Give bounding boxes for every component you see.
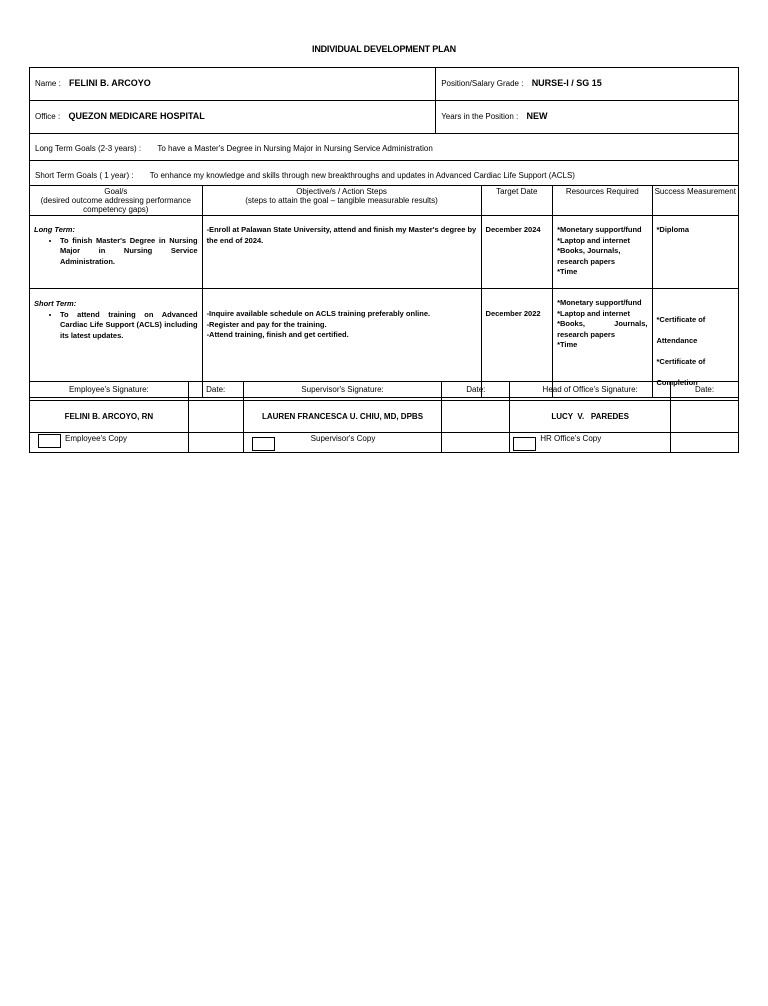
employee-name: FELINI B. ARCOYO, RN xyxy=(30,401,189,433)
short-term-goal-cell xyxy=(30,161,739,186)
short-term-label: Short Term Goals ( 1 year) : xyxy=(35,171,134,180)
success-item: *Certificate of Attendance xyxy=(656,315,706,345)
goal-cell xyxy=(30,216,203,289)
plan-header-row xyxy=(30,186,739,216)
success-cell xyxy=(652,216,738,289)
date-label: Date: xyxy=(671,382,739,401)
long-term-goal-cell xyxy=(30,134,739,161)
copy-row xyxy=(30,433,739,453)
success-item: *Diploma xyxy=(656,225,690,234)
resource-item: *Books, Journals, xyxy=(557,319,648,328)
goal-item: • To finish Master's Degree in Nursing Major in Nursing Service Administration. xyxy=(60,236,198,268)
objectives-header-title: Objective/s / Action Steps xyxy=(296,187,387,196)
plan-row-long-term xyxy=(30,216,739,289)
office-cell xyxy=(30,101,436,134)
hr-copy-cell xyxy=(510,433,671,453)
supervisor-copy-checkbox[interactable] xyxy=(252,437,275,451)
goals-header xyxy=(30,186,203,216)
years-value: NEW xyxy=(526,111,548,121)
employee-date-field[interactable] xyxy=(188,401,243,433)
position-value: NURSE-I / SG 15 xyxy=(531,78,602,88)
resources-cell xyxy=(553,216,652,289)
office-label: Office : xyxy=(35,112,61,121)
hr-copy-checkbox[interactable] xyxy=(513,437,536,451)
resource-item: *Time xyxy=(557,267,578,276)
supervisor-date-field[interactable] xyxy=(442,401,510,433)
long-term-value: To have a Master's Degree in Nursing Major in Nursing Service Administration xyxy=(157,144,433,153)
objectives-header-sub: (steps to attain the goal – tangible measurable results) xyxy=(245,196,438,205)
resource-item: *Laptop and internet xyxy=(557,308,630,318)
success-header: Success Measurement xyxy=(652,186,738,216)
empty-cell xyxy=(442,433,510,453)
step-item: -Register and pay for the training. xyxy=(206,319,327,329)
resource-item: *Monetary support/fund xyxy=(557,225,642,234)
resource-item: research papers xyxy=(557,329,616,339)
supervisor-name: LAUREN FRANCESCA U. CHIU, MD, DPBS xyxy=(243,401,442,433)
office-row xyxy=(30,101,739,134)
signature-table xyxy=(29,381,739,453)
success-item: *Certificate of Completion xyxy=(656,357,706,387)
objectives-header xyxy=(202,186,481,216)
name-value: FELINI B. ARCOYO xyxy=(69,78,151,88)
head-name: LUCY V. PAREDES xyxy=(510,401,671,433)
employee-copy-cell xyxy=(30,433,189,453)
short-term-value: To enhance my knowledge and skills through new breakthroughs and updates in Advanced Cardiac Life Support (ACLS) xyxy=(149,171,575,180)
supervisor-copy-label: Supervisor's Copy xyxy=(310,434,376,443)
target-cell: December 2022 xyxy=(481,289,553,398)
employee-signature-label: Employee's Signature: xyxy=(30,382,189,401)
supervisor-signature-label: Supervisor's Signature: xyxy=(243,382,442,401)
resource-item: *Monetary support/fund xyxy=(557,298,642,307)
goals-header-title: Goal/s xyxy=(104,187,128,196)
goal-list xyxy=(34,310,198,342)
position-cell xyxy=(436,68,739,101)
name-row xyxy=(30,68,739,101)
head-signature-label: Head of Office's Signature: xyxy=(510,382,671,401)
resource-item: *Time xyxy=(557,340,578,349)
goals-header-sub: (desired outcome addressing performance competency gaps) xyxy=(40,196,191,214)
name-cell xyxy=(30,68,436,101)
term-label: Long Term: xyxy=(34,225,75,234)
date-label: Date: xyxy=(188,382,243,401)
hr-copy-label: HR Office's Copy xyxy=(540,434,602,443)
resource-item: *Books, Journals, research papers xyxy=(557,246,621,266)
resources-header: Resources Required xyxy=(553,186,652,216)
page-title: INDIVIDUAL DEVELOPMENT PLAN xyxy=(312,44,456,54)
years-cell xyxy=(436,101,739,134)
signature-header-row xyxy=(30,382,739,401)
resource-item: *Laptop and internet xyxy=(557,235,630,245)
years-label: Years in the Position : xyxy=(441,112,519,121)
step-item: -Inquire available schedule on ACLS training preferably online. xyxy=(206,309,431,318)
supervisor-copy-cell xyxy=(243,433,442,453)
goal-item: • To attend training on Advanced Cardiac Life Support (ACLS) including its latest updates. xyxy=(60,310,198,342)
long-term-goal-row xyxy=(30,134,739,161)
step-item: -Attend training, finish and get certified. xyxy=(206,330,349,339)
long-term-label: Long Term Goals (2-3 years) : xyxy=(35,144,142,153)
signature-name-row xyxy=(30,401,739,433)
name-label: Name : xyxy=(35,79,61,88)
steps-cell xyxy=(202,216,481,289)
goal-list xyxy=(34,236,198,268)
employee-copy-checkbox[interactable] xyxy=(38,434,61,448)
step-item: -Enroll at Palawan State University, attend and finish my Master's degree by the end of 2024. xyxy=(206,225,477,245)
empty-cell xyxy=(188,433,243,453)
date-label: Date: xyxy=(442,382,510,401)
head-date-field[interactable] xyxy=(671,401,739,433)
empty-cell xyxy=(671,433,739,453)
employee-copy-label: Employee's Copy xyxy=(65,434,127,443)
term-label: Short Term: xyxy=(34,299,77,308)
short-term-goal-row xyxy=(30,161,739,186)
position-label: Position/Salary Grade : xyxy=(441,79,524,88)
target-cell: December 2024 xyxy=(481,216,553,289)
office-value: QUEZON MEDICARE HOSPITAL xyxy=(68,111,205,121)
development-plan-table xyxy=(29,67,739,398)
target-header: Target Date xyxy=(481,186,553,216)
